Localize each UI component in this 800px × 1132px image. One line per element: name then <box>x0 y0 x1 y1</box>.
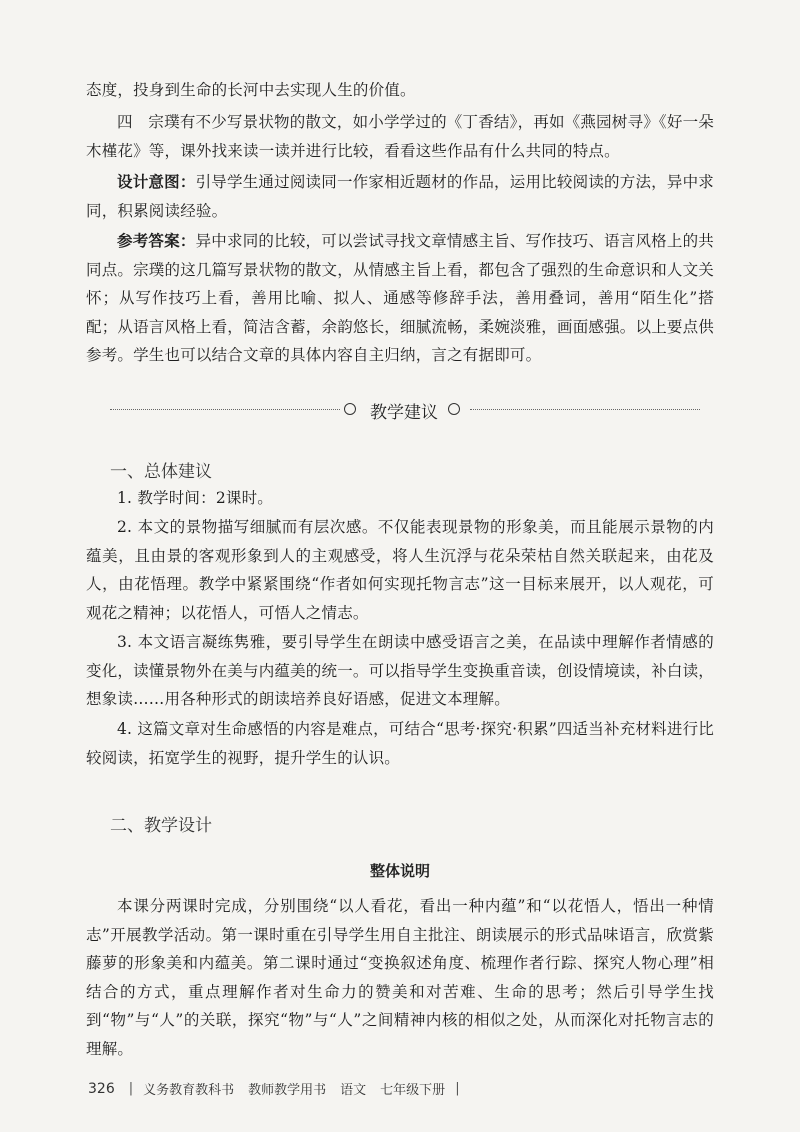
paragraph-suggestion-three: 3. 本文语言凝练隽雅，要引导学生在朗读中感受语言之美，在品读中理解作者情感的变化，读懂景物外在美与内蕴美的统一。可以指导学生变换重音读，创设情境读，补白读，想象读……用各种形式的朗读培养良好语感，促进文本理解。 <box>86 633 715 708</box>
paragraph-suggestion-four: 4. 这篇文章对生命感悟的内容是难点，可结合“思考·探究·积累”四适当补充材料进行比较阅读，拓宽学生的视野，提升学生的认识。 <box>86 720 714 767</box>
section-heading-design: 二、教学设计 <box>110 816 212 836</box>
footer-separator: | <box>128 1081 134 1096</box>
divider-title: 教学建议 <box>370 403 438 423</box>
paragraph-continuation: 态度，投身到生命的长河中去实现人生的价值。 <box>86 81 416 99</box>
section-divider <box>110 399 700 421</box>
paragraph-question-four: 四 宗璞有不少写景状物的散文，如小学学过的《丁香结》，再如《燕园树寻》《好一朵木槿花》等，课外找来读一读并进行比较，看看这些作品有什么共同的特点。 <box>86 113 714 160</box>
paragraph-design-intent <box>86 168 714 225</box>
paragraph-teaching-time: 1. 教学时间：2课时。 <box>117 489 273 507</box>
paragraph-overall-description: 本课分两课时完成，分别围绕“以人看花，看出一种内蕴”和“以花悟人，悟出一种情志”开展教学活动。第一课时重在引导学生用自主批注、朗读展示的形式品味语言，欣赏紫藤萝的形象美和内蕴美。第二课时通过“变换叙述角度、梳理作者行踪、探究人物心理”相结合的方式，重点理解作者对生命力的赞美和对苦难、生命的思考；然后引导学生找到“物”与“人”的关联，探究“物”与“人”之间精神内核的相似之处，从而深化对托物言志的理解。 <box>86 897 714 1058</box>
paragraph-suggestion-two: 2. 本文的景物描写细腻而有层次感。不仅能表现景物的形象美，而且能展示景物的内蕴美，且由景的客观形象到人的主观感受，将人生沉浮与花朵荣枯自然关联起来，由花及人，由花悟理。教学中紧紧围绕“作者如何实现托物言志”这一目标来展开，以人观花，可观花之精神；以花悟人，可悟人之情志。 <box>86 518 714 622</box>
divider-circle-left <box>344 403 356 415</box>
divider-line-right <box>470 409 700 410</box>
page-footer <box>88 1079 470 1098</box>
design-intent-label: 设计意图： <box>117 173 196 191</box>
design-intent-text: 引导学生通过阅读同一作家相近题材的作品，运用比较阅读的方法，异中求同，积累阅读经验。 <box>86 173 714 220</box>
footer-separator-end: | <box>455 1081 460 1096</box>
reference-answer-text: 异中求同的比较，可以尝试寻找文章情感主旨、写作技巧、语言风格上的共同点。宗璞的这几篇写景状物的散文，从情感主旨上看，都包含了强烈的生命意识和人文关怀；从写作技巧上看，善用比喻、拟人、通感等修辞手法，善用叠词，善用“陌生化”搭配；从语言风格上看，简洁含蓄，余韵悠长，细腻流畅，柔婉淡雅，画面感强。以上要点供参考。学生也可以结合文章的具体内容自主归纳，言之有据即可。 <box>86 232 715 364</box>
footer-subject: 语文 <box>340 1083 367 1098</box>
divider-line-left <box>110 409 340 410</box>
paragraph-reference-answer <box>86 227 714 370</box>
page-number: 326 <box>88 1080 115 1097</box>
footer-grade: 七年级下册 <box>380 1083 446 1098</box>
footer-series: 义务教育教科书 <box>143 1083 235 1098</box>
section-heading-overall: 一、总体建议 <box>110 462 212 482</box>
footer-book: 教师教学用书 <box>248 1083 327 1098</box>
divider-circle-right <box>448 403 460 415</box>
reference-answer-label: 参考答案： <box>117 232 196 250</box>
overall-description-title: 整体说明 <box>369 862 430 880</box>
